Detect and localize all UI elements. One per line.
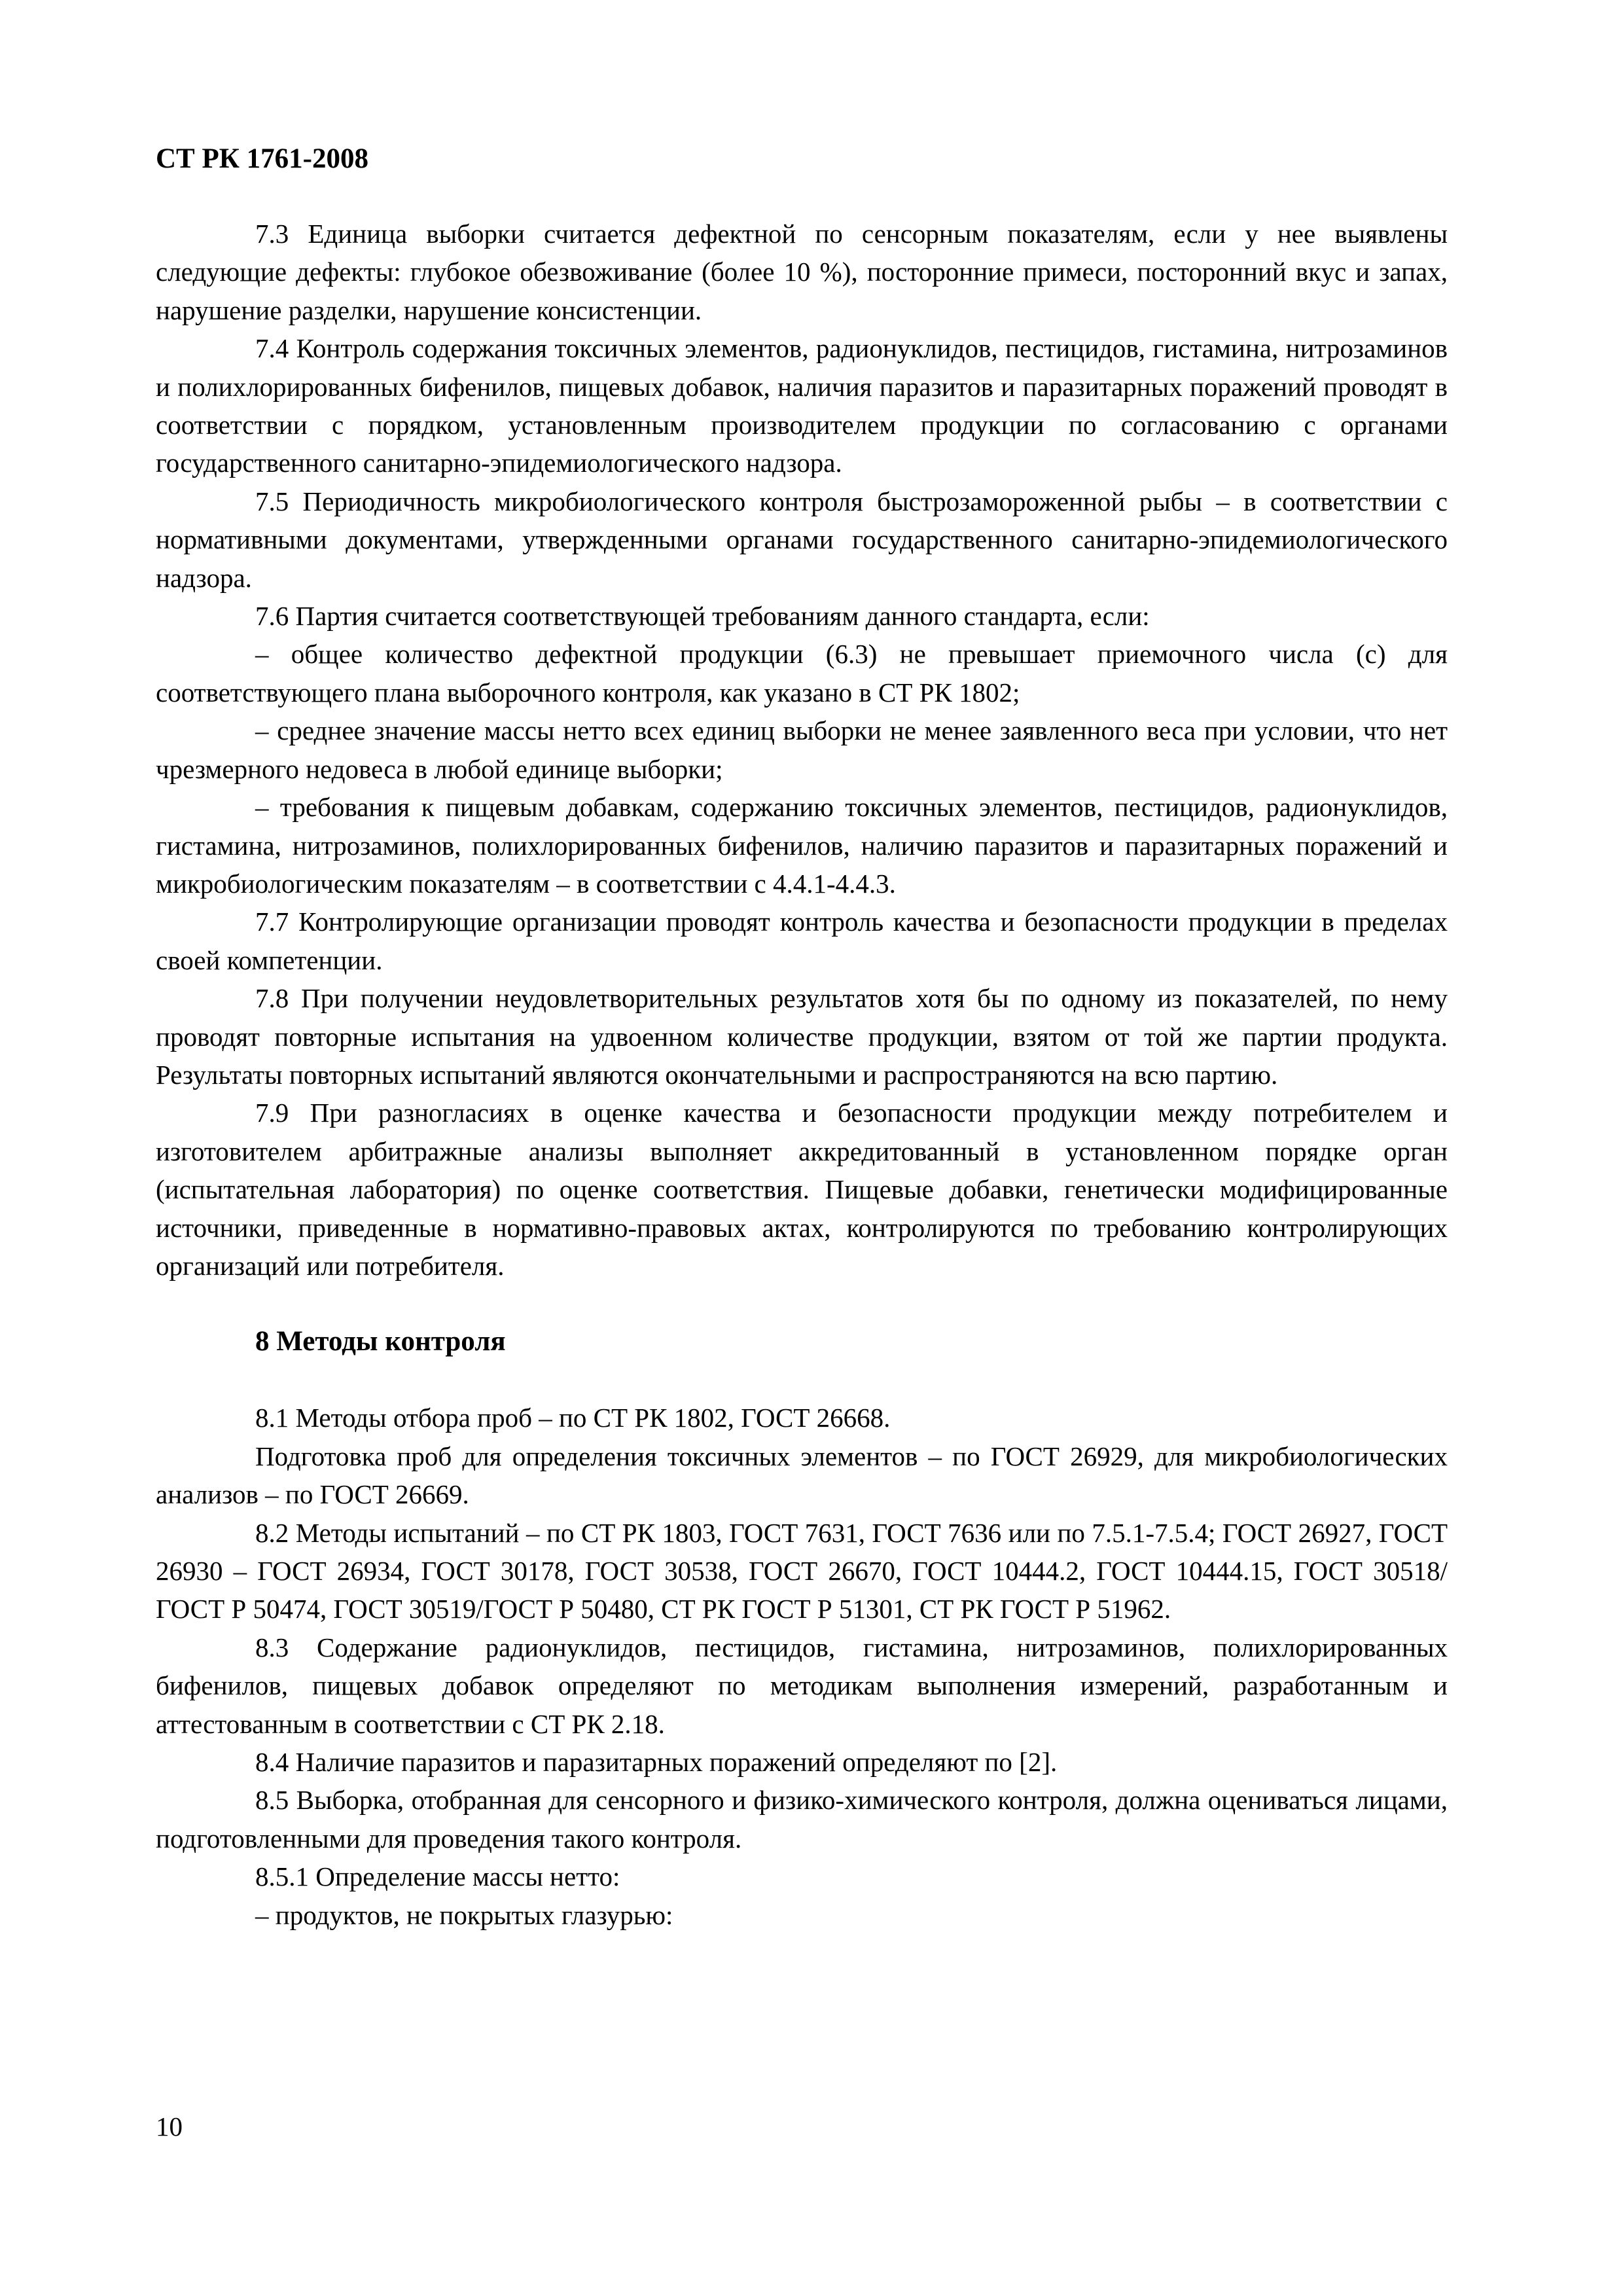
- list-item-7-6-b: – среднее значение массы нетто всех единиц выборки не менее заявленного веса при условии, что нет чрезмерного недовеса в любой единице выборки;: [156, 715, 1448, 784]
- paragraph-7-3: 7.3 Единица выборки считается дефектной по сенсорным показателям, если у нее выявлены следующие дефекты: глубокое обезвоживание (более 10 %), посторонние примеси, посторонний вкус и запах, нарушение разделки, нарушение консистенции.: [156, 219, 1448, 325]
- paragraph-7-9: 7.9 При разногласиях в оценке качества и безопасности продукции между потребителем и изготовителем арбитражные анализы выполняет аккредитованный в установленном порядке орган (испытательная лаборатория) по оценке соответствия. Пищевые добавки, генетически модифицированные источники, приведенные в нормативно-правовых актах, контролируются по требованию контролирующих организаций или потребителя.: [156, 1098, 1448, 1281]
- paragraph-8-1: 8.1 Методы отбора проб – по СТ РК 1802, ГОСТ 26668.: [255, 1403, 891, 1433]
- paragraph-7-6: 7.6 Партия считается соответствующей требованиям данного стандарта, если:: [255, 601, 1150, 632]
- paragraph-7-4: 7.4 Контроль содержания токсичных элементов, радионуклидов, пестицидов, гистамина, нитрозаминов и полихлорированных бифенилов, пищевых добавок, наличия паразитов и паразитарных поражений проводят в соответствии с порядком, установленным производителем продукции по согласованию с органами государственного санитарно-эпидемиологического надзора.: [156, 333, 1448, 478]
- paragraph-8-5: 8.5 Выборка, отобранная для сенсорного и физико-химического контроля, должна оцениваться лицами, подготовленными для проведения такого контроля.: [156, 1785, 1448, 1854]
- paragraph-8-1-b: Подготовка проб для определения токсичных элементов – по ГОСТ 26929, для микробиологических анализов – по ГОСТ 26669.: [156, 1441, 1448, 1510]
- document-code: СТ РК 1761-2008: [156, 143, 368, 174]
- paragraph-8-2: 8.2 Методы испытаний – по СТ РК 1803, ГОСТ 7631, ГОСТ 7636 или по 7.5.1-7.5.4; ГОСТ 26927, ГОСТ 26930 – ГОСТ 26934, ГОСТ 30178, ГОСТ 30538, ГОСТ 26670, ГОСТ 10444.2, ГОСТ 10444.15, ГОСТ 30518/ГОСТ Р 50474, ГОСТ 30519/ГОСТ Р 50480, СТ РК ГОСТ Р 51301, СТ РК ГОСТ Р 51962.: [156, 1517, 1448, 1624]
- paragraph-8-3: 8.3 Содержание радионуклидов, пестицидов, гистамина, нитрозаминов, полихлорированных бифенилов, пищевых добавок определяют по методикам выполнения измерений, разработанным и аттестованным в соответствии с СТ РК 2.18.: [156, 1632, 1448, 1739]
- paragraph-7-7: 7.7 Контролирующие организации проводят контроль качества и безопасности продукции в пределах своей компетенции.: [156, 906, 1448, 975]
- paragraph-8-4: 8.4 Наличие паразитов и паразитарных поражений определяют по [2].: [255, 1747, 1058, 1778]
- page-number: 10: [156, 2111, 183, 2142]
- list-item-7-6-a: – общее количество дефектной продукции (6.3) не превышает приемочного числа (с) для соответствующего плана выборочного контроля, как указано в СТ РК 1802;: [156, 639, 1448, 708]
- document-body: [156, 215, 1448, 1934]
- list-item-7-6-c: – требования к пищевым добавкам, содержанию токсичных элементов, пестицидов, радионуклидов, гистамина, нитрозаминов, полихлорированных бифенилов, наличию паразитов и паразитарных поражений и микробиологическим показателям – в соответствии с 4.4.1-4.4.3.: [156, 792, 1448, 899]
- section-heading-8: 8 Методы контроля: [255, 1326, 506, 1357]
- paragraph-7-8: 7.8 При получении неудовлетворительных результатов хотя бы по одному из показателей, по нему проводят повторные испытания на удвоенном количестве продукции, взятом от той же партии продукта. Результаты повторных испытаний являются окончательными и распространяются на всю партию.: [156, 983, 1448, 1090]
- list-item-8-5-1-a: – продуктов, не покрытых глазурью:: [255, 1899, 673, 1930]
- paragraph-7-5: 7.5 Периодичность микробиологического контроля быстрозамороженной рыбы – в соответствии с нормативными документами, утвержденными органами государственного санитарно-эпидемиологического надзора.: [156, 486, 1448, 593]
- paragraph-8-5-1: 8.5.1 Определение массы нетто:: [255, 1861, 620, 1892]
